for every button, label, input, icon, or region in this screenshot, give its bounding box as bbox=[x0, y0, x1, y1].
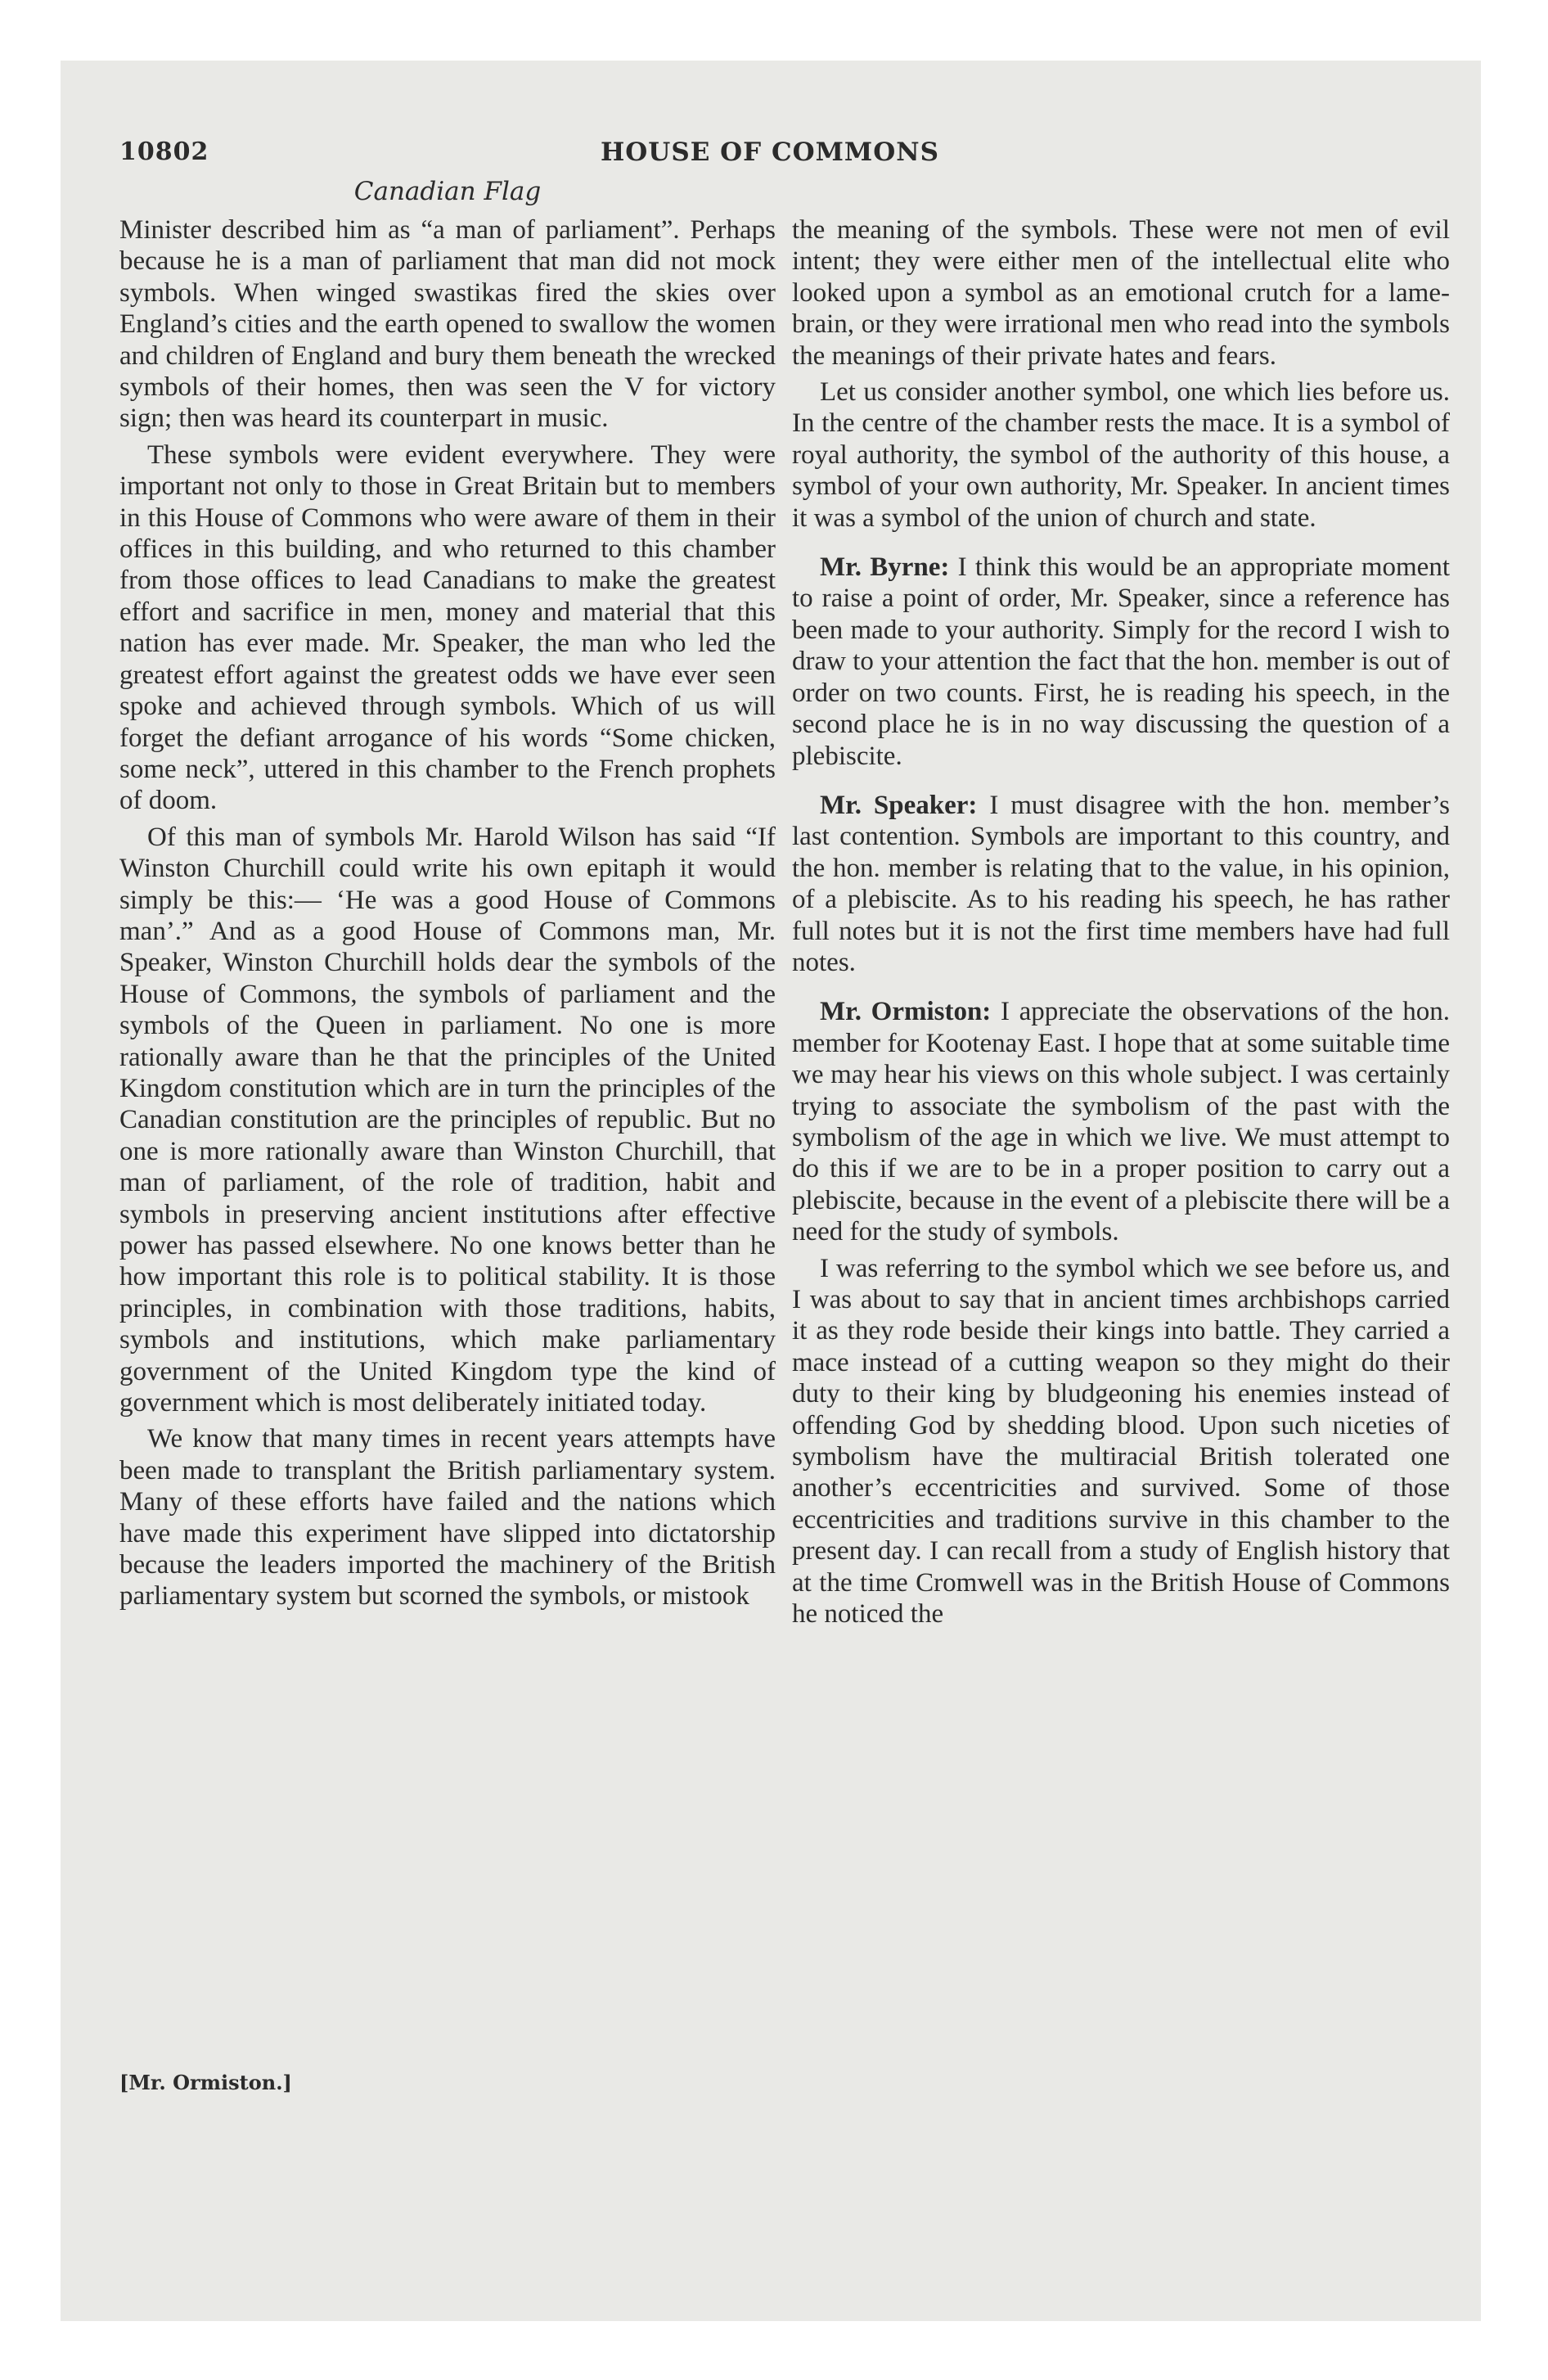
speech-speaker bbox=[792, 790, 1450, 978]
paragraph: We know that many times in recent years attempts have been made to transplant the British parliamentary system. Many of these efforts have failed and the nations which have made this experiment have slipped into dictatorship because the leaders imported the machinery of the British parliamentary system but scorned the symbols, or mistook bbox=[119, 1424, 776, 1611]
page-number: 10802 bbox=[119, 137, 209, 166]
right-column bbox=[792, 214, 1450, 1629]
speech-text: I appreciate the observations of the hon. member for Kootenay East. I hope that at some suitable time we may hear his views on this whole subject. I was certainly trying to associate the symbolism of the past with the symbolism of the age in which we live. We must attempt to do this if we are to be in a proper position to carry out a plebiscite, because in the event of a plebiscite there will be a need for the study of symbols. bbox=[792, 997, 1450, 1247]
speaker-name: Mr. Ormiston: bbox=[820, 997, 992, 1027]
speech-ormiston bbox=[792, 996, 1450, 1247]
speech-text: I think this would be an appropriate moment to raise a point of order, Mr. Speaker, since a reference has been made to your authority. Simply for the record I wish to draw to your attention the fact that the hon. member is out of order on two counts. First, he is reading his speech, in the second place he is in no way discussing the question of a plebiscite. bbox=[792, 552, 1450, 771]
paragraph: Of this man of symbols Mr. Harold Wilson has said “If Winston Churchill could write his own epitaph it would simply be this:— ‘He was a good House of Commons man’.” And as a good House of Commons man, Mr. Speaker, Winston Churchill holds dear the symbols of the House of Commons, the symbols of parliament and the symbols of the Queen in parliament. No one is more rationally aware than he that the principles of the United Kingdom constitution which are in turn the principles of the Canadian constitution are the principles of republic. But no one is more rationally aware than Winston Churchill, that man of parliament, of the role of tradition, habit and symbols in preserving ancient institutions after effective power has passed elsewhere. No one knows better than he how important this role is to political stability. It is those principles, in combination with those traditions, habits, symbols and institutions, which make parliamentary government of the United Kingdom type the kind of government which is most deliberately initiated today. bbox=[119, 822, 776, 1418]
speaker-attribution: [Mr. Ormiston.] bbox=[119, 2071, 292, 2094]
speech-byrne bbox=[792, 552, 1450, 772]
speaker-name: Mr. Speaker: bbox=[820, 790, 978, 820]
paragraph: the meaning of the symbols. These were not men of evil intent; they were either men of the intellectual elite who looked upon a symbol as an emotional crutch for a lame-brain, or they were irrational men who read into the symbols the meanings of their private hates and fears. bbox=[792, 215, 1450, 371]
left-column bbox=[119, 214, 776, 1612]
paragraph: Let us consider another symbol, one which lies before us. In the centre of the chamber rests the mace. It is a symbol of royal authority, the symbol of the authority of this house, a symbol of your own authority, Mr. Speaker. In ancient times it was a symbol of the union of church and state. bbox=[792, 377, 1450, 533]
paragraph: These symbols were evident everywhere. They were important not only to those in Great Britain but to members in this House of Commons who were aware of them in their offices in this building, and who returned to this chamber from those offices to lead Canadians to make the greatest effort and sacrifice in men, money and material that this nation has ever made. Mr. Speaker, the man who led the greatest effort against the greatest odds we have ever seen spoke and achieved through symbols. Which of us will forget the defiant arrogance of his words “Some chicken, some neck”, uttered in this chamber to the French prophets of doom. bbox=[119, 439, 776, 816]
speaker-name: Mr. Byrne: bbox=[820, 552, 950, 583]
paragraph: Minister described him as “a man of parliament”. Perhaps because he is a man of parliament that man did not mock symbols. When winged swastikas fired the skies over England’s cities and the earth opened to swallow the women and children of England and bury them beneath the wrecked symbols of their homes, then was seen the V for victory sign; then was heard its counterpart in music. bbox=[119, 215, 776, 434]
page-title: HOUSE OF COMMONS bbox=[601, 137, 939, 167]
speech-text: I must disagree with the hon. member’s last contention. Symbols are important to this country, and the hon. member is relating that to the value, in his opinion, of a plebiscite. As to his reading his speech, he has rather full notes but it is not the first time members have had full notes. bbox=[792, 790, 1451, 977]
subject-heading: Canadian Flag bbox=[353, 177, 542, 206]
paragraph: I was referring to the symbol which we see before us, and I was about to say that in ancient times archbishops carried it as they rode beside their kings into battle. They carried a mace instead of a cutting weapon so they might do their duty to their king by bludgeoning his enemies instead of offending God by shedding blood. Upon such niceties of symbolism have the multiracial British tolerated one another’s eccentricities and survived. Some of those eccentricities and traditions survive in this chamber to the present day. I can recall from a study of English history that at the time Cromwell was in the British House of Commons he noticed the bbox=[792, 1253, 1450, 1629]
page-header bbox=[119, 137, 1429, 178]
